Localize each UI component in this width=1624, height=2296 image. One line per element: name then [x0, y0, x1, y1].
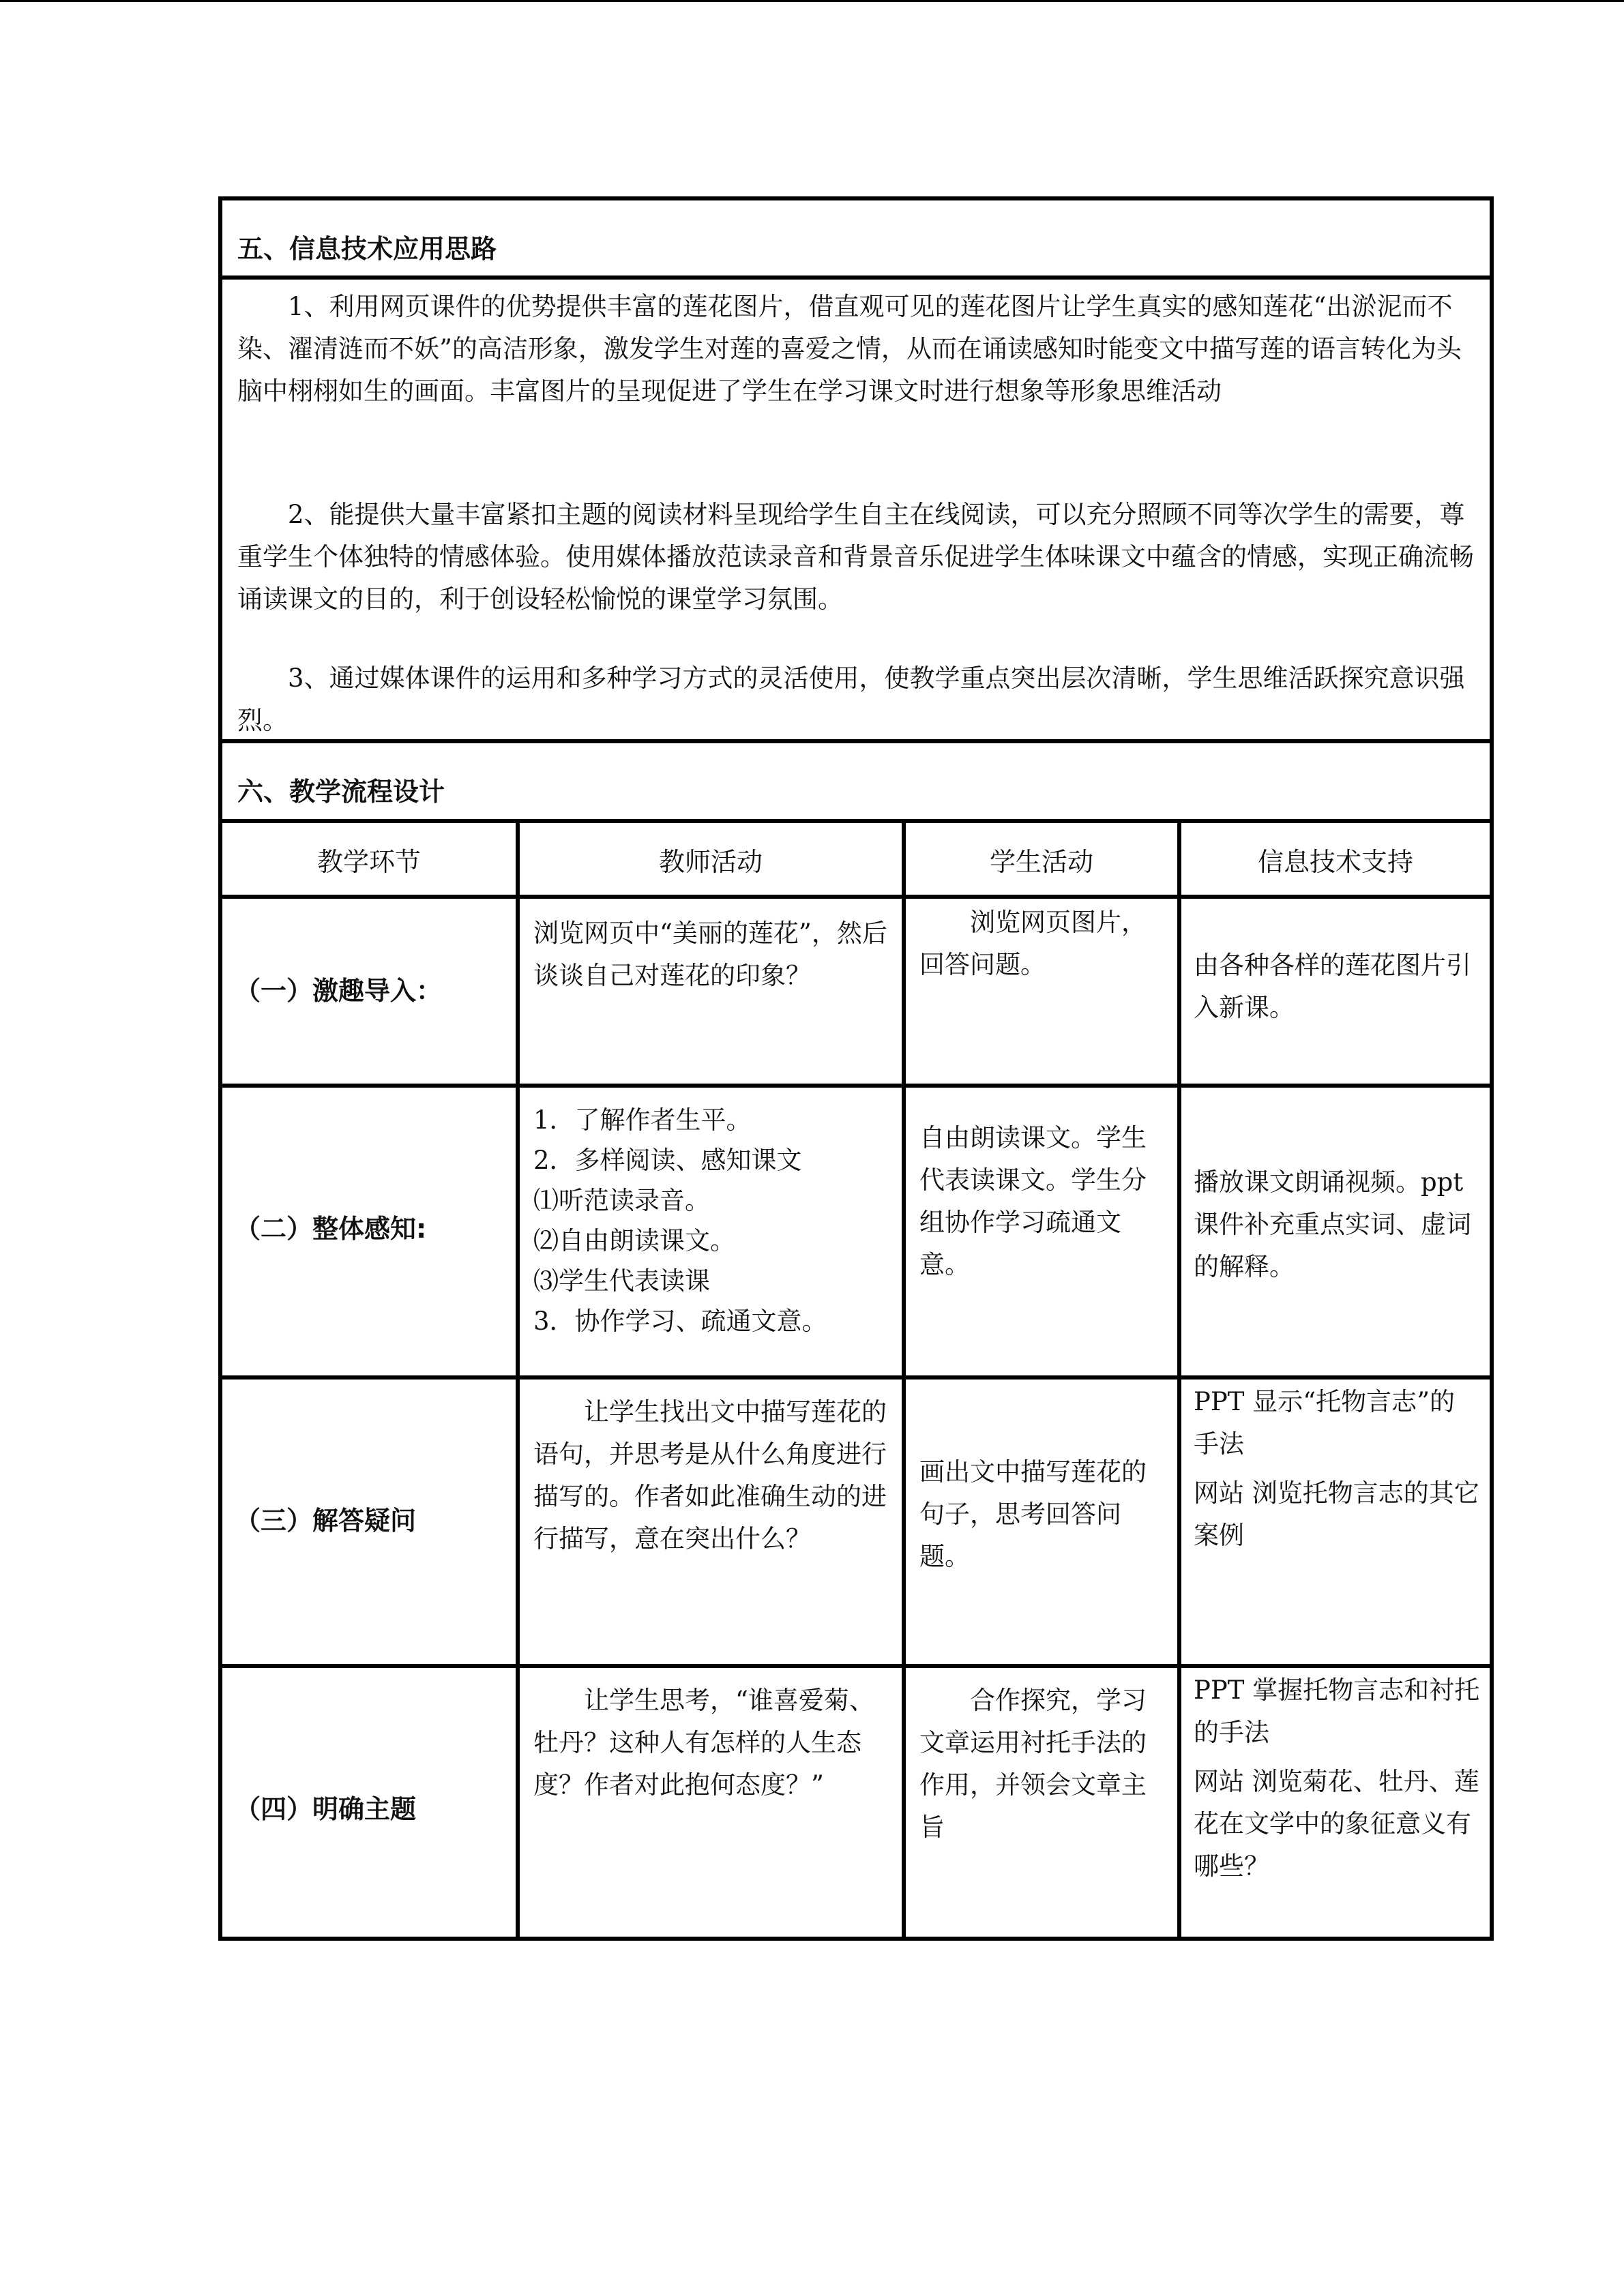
table-row-divider-3 [222, 1664, 1490, 1668]
table-row-3-teacher: 让学生找出文中描写莲花的语句，并思考是从什么角度进行描写的。作者如此准确生动的进行描写，意在突出什么？ [533, 1397, 887, 1553]
table-header-tech: 信息技术支持 [1257, 847, 1413, 877]
table-row-2-student: 自由朗读课文。学生代表读课文。学生分组协作学习疏通文意。 [919, 1123, 1147, 1279]
table-row-2-stage: （二）整体感知: [235, 1214, 427, 1244]
table-header-divider [222, 895, 1490, 899]
table-row-1-tech: 由各种各样的莲花图片引入新课。 [1194, 951, 1471, 1022]
table-row-1-student: 浏览网页图片，回答问题。 [919, 908, 1147, 979]
table-row-4-stage: （四）明确主题 [235, 1794, 417, 1824]
section5-box [218, 196, 1494, 743]
table-row-1-teacher: 浏览网页中“美丽的莲花”，然后谈谈自己对莲花的印象？ [533, 919, 887, 990]
table-row-3-tech-a: PPT 显示“托物言志”的手法 [1194, 1387, 1456, 1459]
table-row-3-student: 画出文中描写莲花的句子，思考回答问题。 [919, 1457, 1147, 1571]
table-col-divider-3 [1177, 819, 1181, 1941]
table-row-1-stage: （一）激趣导入： [235, 976, 443, 1006]
section5-paragraph-1: 1、利用网页课件的优势提供丰富的莲花图片，借直观可见的莲花图片让学生真实的感知莲花“出淤泥而不染、濯清涟而不妖”的高洁形象，激发学生对莲的喜爱之情，从而在诵读感知时能变文中描写莲的语言转化为头脑中栩栩如生的画面。丰富图片的呈现促进了学生在学习课文时进行想象等形象思维活动 [237, 292, 1462, 406]
table-header-teacher: 教师活动 [658, 847, 763, 877]
table-row-3-tech-b: 网站 浏览托物言志的其它案例 [1194, 1478, 1479, 1550]
table-row-3-stage: （三）解答疑问 [235, 1506, 417, 1536]
table-row-4-tech-a: PPT 掌握托物言志和衬托的手法 [1194, 1675, 1480, 1747]
page-top-border [0, 0, 1624, 2]
table-row-divider-2 [222, 1375, 1490, 1380]
table-row-divider-1 [222, 1084, 1490, 1088]
table-col-divider-1 [516, 819, 520, 1941]
table-header-stage: 教学环节 [316, 847, 421, 877]
table-col-divider-2 [902, 819, 906, 1941]
table-row-2-teacher: 1．了解作者生平。 2．多样阅读、感知课文 ⑴听范读录音。 ⑵自由朗读课文。 ⑶学生代表读课 3．协作学习、疏通文意。 [533, 1105, 827, 1336]
section5-paragraph-2: 2、能提供大量丰富紧扣主题的阅读材料呈现给学生自主在线阅读，可以充分照顾不同等次学生的需要，尊重学生个体独特的情感体验。使用媒体播放范读录音和背景音乐促进学生体味课文中蕴含的情感，实现正确流畅诵读课文的目的，利于创设轻松愉悦的课堂学习氛围。 [237, 500, 1474, 614]
table-row-2-tech: 播放课文朗诵视频。ppt课件补充重点实词、虚词的解释。 [1194, 1167, 1471, 1281]
table-row-4-teacher: 让学生思考，“谁喜爱菊、牡丹？这种人有怎样的人生态度？作者对此抱何态度？” [533, 1686, 874, 1800]
table-row-4-tech-b: 网站 浏览菊花、牡丹、莲花在文学中的象征意义有哪些？ [1194, 1767, 1479, 1881]
section5-paragraph-3: 3、通过媒体课件的运用和多种学习方式的灵活使用，使教学重点突出层次清晰，学生思维活跃探究意识强烈。 [237, 664, 1465, 735]
table-header-student: 学生活动 [989, 847, 1093, 877]
section6-title: 六、教学流程设计 [237, 777, 445, 807]
section5-title-divider [222, 275, 1490, 280]
section6-title-divider [222, 819, 1490, 823]
section5-title: 五、信息技术应用思路 [237, 234, 497, 264]
section6-box [218, 739, 1494, 1941]
table-row-4-student: 合作探究，学习文章运用衬托手法的作用，并领会文章主旨 [919, 1686, 1147, 1842]
